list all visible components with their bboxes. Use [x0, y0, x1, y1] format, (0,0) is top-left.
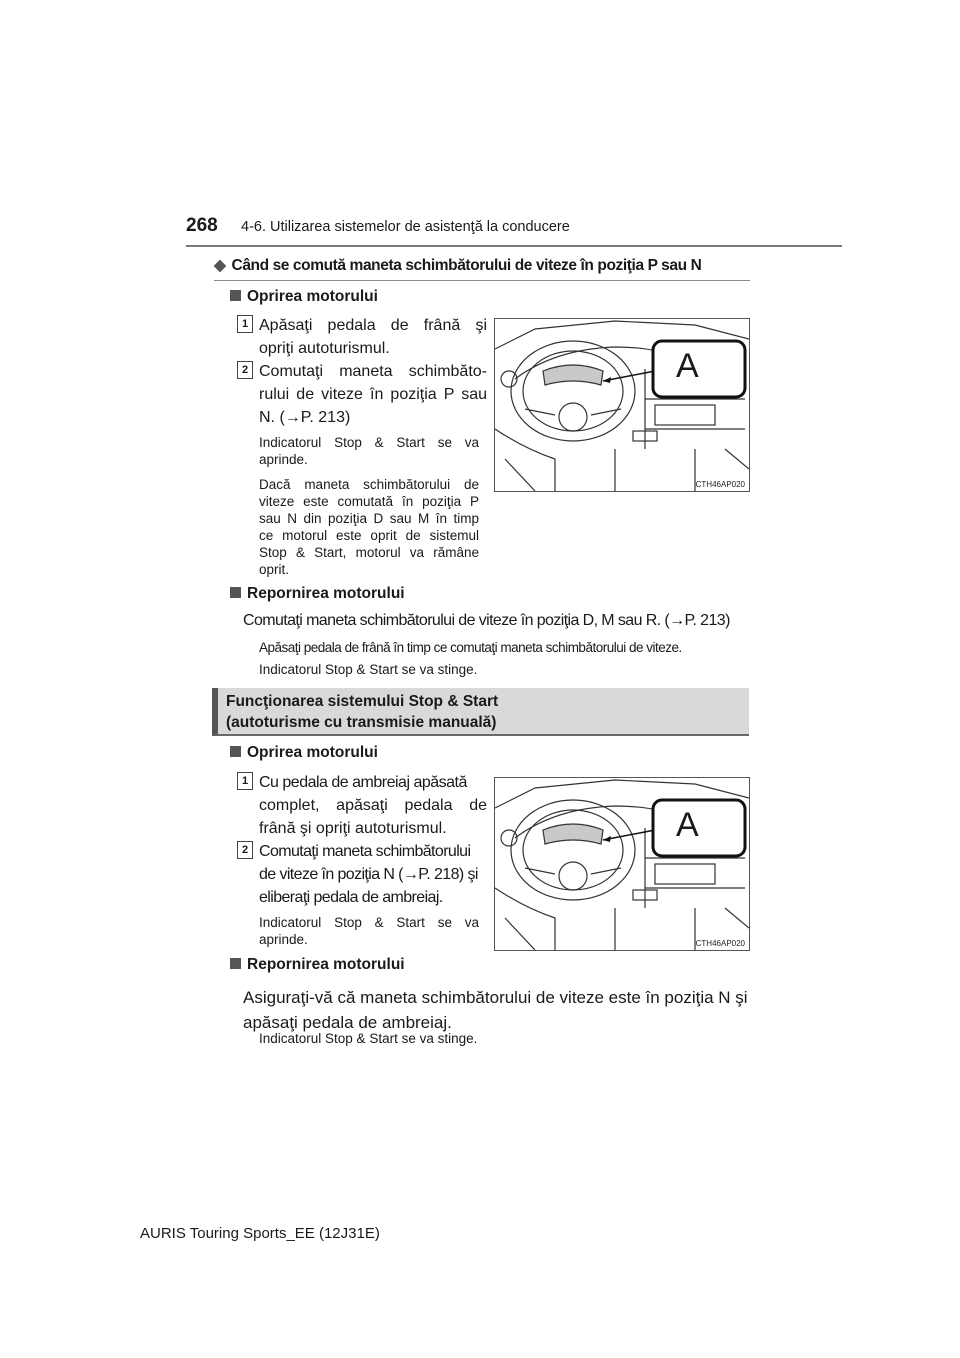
text-line: Dacă maneta schimbătorului de — [259, 477, 479, 492]
text-line: Comutaţi maneta schimbătorului — [259, 843, 471, 860]
step-1-text — [259, 314, 487, 360]
chapter-title: 4-6. Utilizarea sistemelor de asistenţă la conducere — [241, 219, 570, 235]
step-2-text — [259, 840, 487, 909]
restart-note-indicator-off-2: Indicatorul Stop & Start se va stinge. — [259, 1031, 478, 1046]
page-number: 268 — [186, 215, 218, 236]
text-line: viteze este comutată în poziţia P — [259, 494, 479, 509]
heading-text: Oprirea motorului — [247, 744, 378, 761]
text-line: N. (→P. 213) — [259, 409, 351, 426]
heading-restart-engine-2 — [230, 956, 405, 974]
heading-text: Oprirea motorului — [247, 288, 378, 305]
restart-note-indicator-off-1: Indicatorul Stop & Start se va stinge. — [259, 662, 478, 677]
text-line: aprinde. — [259, 932, 308, 947]
subheading-divider — [214, 280, 750, 281]
dashboard-drawing — [495, 319, 749, 491]
square-bullet-icon — [230, 958, 241, 969]
step-badge-1: 1 — [237, 315, 253, 333]
text-line: Asiguraţi-vă că maneta schimbătorului de viteze este în poziţia N şi — [243, 988, 748, 1007]
text-line: opriţi autoturismul. — [259, 340, 390, 357]
note-indicator-on-1 — [259, 434, 479, 468]
section-title-box — [212, 688, 749, 736]
heading-stop-engine-2 — [230, 744, 378, 762]
text-line: ce motorul este oprit de sistemul — [259, 528, 479, 543]
text-line: Comutaţi maneta schimbăto- — [259, 363, 487, 380]
figure-label-a: A — [676, 347, 699, 385]
figure-code: CTH46AP020 — [695, 480, 745, 489]
text-line: sau N din poziţia D sau M în timp — [259, 511, 479, 526]
square-bullet-icon — [230, 587, 241, 598]
heading-restart-engine-1 — [230, 585, 405, 603]
text-line: frână şi opriţi autoturismul. — [259, 820, 447, 837]
text-line: Apăsaţi pedala de frână şi — [259, 317, 487, 334]
text-line: Stop & Start, motorul va rămâne — [259, 545, 479, 560]
text-line: Indicatorul Stop & Start se va — [259, 915, 479, 930]
figure-label-a: A — [676, 806, 699, 844]
subheading — [214, 256, 701, 275]
square-bullet-icon — [230, 290, 241, 301]
restart-note-brake: Apăsaţi pedala de frână în timp ce comutaţi maneta schimbătorului de viteze. — [259, 640, 682, 655]
step-badge-2: 2 — [237, 841, 253, 859]
step-badge-1: 1 — [237, 772, 253, 790]
text-line: Indicatorul Stop & Start se va — [259, 435, 479, 450]
subheading-text: Când se comută maneta schimbătorului de viteze în poziţia P sau N — [231, 257, 702, 274]
square-bullet-icon — [230, 746, 241, 757]
text-line: rului de viteze în poziţia P sau — [259, 386, 487, 403]
header-divider — [186, 245, 842, 247]
figure-code: CTH46AP020 — [695, 939, 745, 948]
step-badge-2: 2 — [237, 361, 253, 379]
text-line: de viteze în poziţia N (→P. 218) şi — [259, 866, 478, 883]
heading-text: Repornirea motorului — [247, 956, 405, 973]
restart-instruction-1: Comutaţi maneta schimbătorului de viteze în poziţia D, M sau R. (→P. 213) — [243, 612, 730, 629]
text-line: Cu pedala de ambreiaj apăsată — [259, 774, 467, 791]
heading-text: Repornirea motorului — [247, 585, 405, 602]
section-title-line-1: Funcţionarea sistemului Stop & Start — [226, 693, 499, 710]
text-line: eliberaţi pedala de ambreiaj. — [259, 889, 443, 906]
note-indicator-on-2 — [259, 914, 479, 948]
note-engine-remains-off — [259, 476, 479, 578]
text-line: complet, apăsaţi pedala de — [259, 797, 487, 814]
diamond-icon: ◆ — [214, 257, 226, 274]
dashboard-illustration-2 — [494, 777, 750, 951]
step-1-text — [259, 771, 487, 840]
document-footer: AURIS Touring Sports_EE (12J31E) — [140, 1225, 380, 1242]
dashboard-drawing — [495, 778, 749, 950]
text-line: aprinde. — [259, 452, 308, 467]
dashboard-illustration-1 — [494, 318, 750, 492]
heading-stop-engine-1 — [230, 288, 378, 306]
step-2-text — [259, 360, 487, 429]
text-line: apăsaţi pedala de ambreiaj. — [243, 1013, 452, 1032]
restart-instruction-2 — [243, 985, 749, 1035]
section-title-line-2: (autoturisme cu transmisie manuală) — [226, 714, 497, 731]
text-line: oprit. — [259, 562, 290, 577]
